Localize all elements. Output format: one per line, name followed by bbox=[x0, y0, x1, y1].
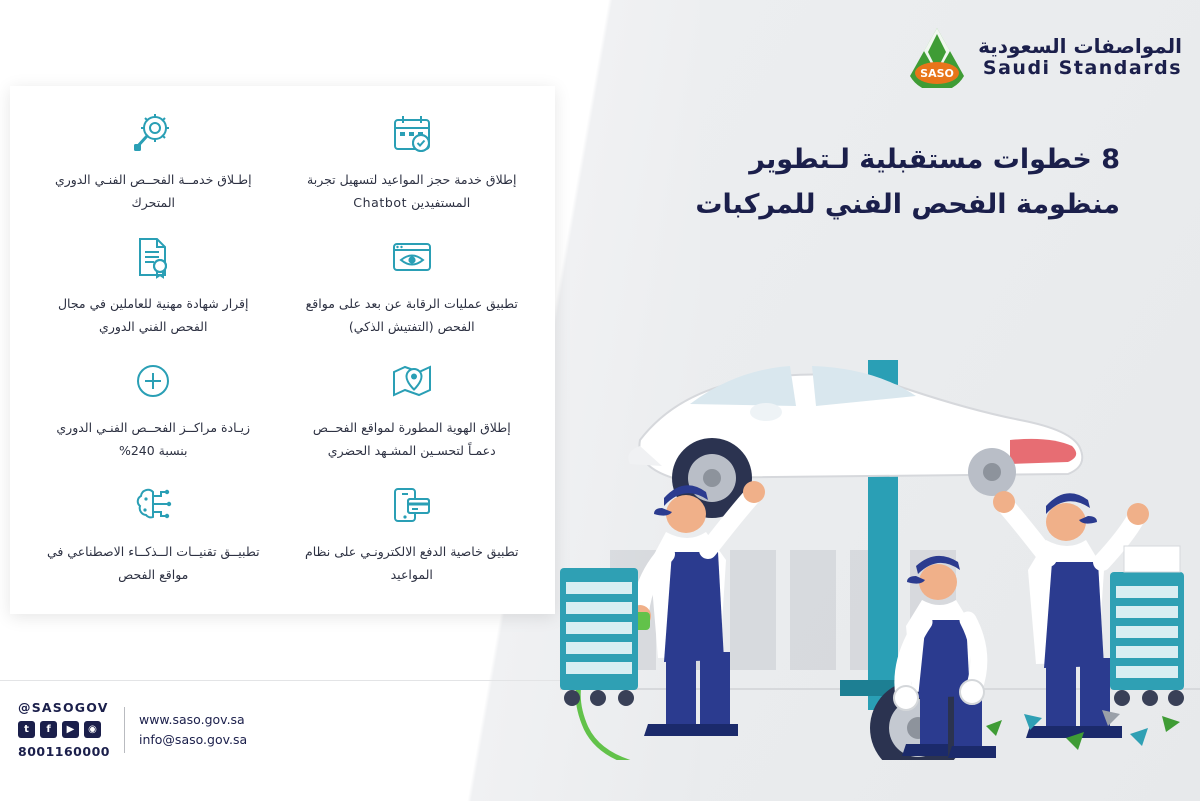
step-label-8: تطبيــق تقنيــات الــذكــاء الاصطناعي في مواقع الفحص bbox=[46, 544, 260, 583]
twitter-icon[interactable]: t bbox=[18, 721, 35, 738]
footer-contact bbox=[18, 700, 247, 759]
mobile-payment-icon bbox=[389, 482, 435, 528]
contact-phone: 8001160000 bbox=[18, 744, 110, 759]
step-item-2 bbox=[24, 104, 283, 228]
remote-monitoring-eye-icon bbox=[389, 234, 435, 280]
footer-divider-line bbox=[0, 680, 560, 681]
vehicle-inspection-illustration bbox=[540, 300, 1200, 760]
title-number: 8 bbox=[1101, 144, 1120, 175]
step-label-7: تطبيق خاصية الدفع الالكترونـي على نظام المواعيد bbox=[304, 544, 519, 583]
footer-links-block bbox=[139, 710, 247, 750]
step-label-5: إطلاق الهوية المطورة لمواقع الفحــص دعمـاً لتحسـين المشـهد الحضري bbox=[312, 420, 511, 459]
step-label-2: إطـلاق خدمــة الفحــص الفنـي الدوري المتحرك bbox=[54, 172, 252, 211]
step-item-5 bbox=[283, 352, 542, 476]
facebook-icon[interactable]: f bbox=[40, 721, 57, 738]
footer-social-block bbox=[18, 700, 110, 759]
social-handle: @SASOGOV bbox=[18, 700, 109, 715]
step-label-6: زيـادة مراكــز الفحــص الفنـي الدوري بنسبة 240% bbox=[56, 420, 251, 459]
brand-logo bbox=[906, 26, 1182, 88]
step-label-1: إطلاق خدمة حجز المواعيد لتسهيل تجربة المستفيدين Chatbot bbox=[307, 172, 517, 211]
confetti-decoration bbox=[980, 700, 1190, 760]
step-label-3: تطبيق عمليات الرقابة عن بعد على مواقع الفحص (التفتيش الذكي) bbox=[305, 296, 518, 335]
plus-circle-icon bbox=[130, 358, 176, 404]
step-item-3 bbox=[283, 228, 542, 352]
footer-vertical-divider bbox=[124, 707, 125, 753]
mobile-inspection-gear-icon bbox=[130, 110, 176, 156]
saso-logo-icon bbox=[906, 26, 968, 88]
step-item-4 bbox=[24, 228, 283, 352]
step-item-7 bbox=[283, 476, 542, 600]
brand-name-english: Saudi Standards bbox=[982, 56, 1182, 79]
website-link[interactable]: www.saso.gov.sa bbox=[138, 711, 245, 727]
steps-card bbox=[10, 86, 555, 614]
title-line-2: منظومة الفحص الفني للمركبات bbox=[695, 188, 1120, 220]
steps-grid bbox=[10, 86, 555, 614]
step-item-8 bbox=[24, 476, 283, 600]
svg-text:SASO: SASO bbox=[920, 67, 954, 80]
social-icons bbox=[18, 721, 110, 738]
certificate-document-icon bbox=[130, 234, 176, 280]
brand-logo-text bbox=[978, 35, 1182, 79]
map-location-pin-icon bbox=[389, 358, 435, 404]
ai-brain-chip-icon bbox=[130, 482, 176, 528]
tool-cabinet-left bbox=[560, 568, 638, 706]
title-line-1 bbox=[650, 140, 1120, 181]
step-item-6 bbox=[24, 352, 283, 476]
step-item-1 bbox=[283, 104, 542, 228]
email-link[interactable]: info@saso.gov.sa bbox=[138, 731, 248, 747]
calendar-check-icon bbox=[389, 110, 435, 156]
youtube-icon[interactable]: ▶ bbox=[62, 721, 79, 738]
tool-cabinet-right bbox=[1110, 546, 1184, 706]
page-title bbox=[650, 140, 1120, 225]
step-label-4: إقرار شهادة مهنية للعاملين في مجال الفحص الفني الدوري bbox=[57, 296, 249, 335]
brand-name-arabic: المواصفات السعودية bbox=[978, 34, 1182, 59]
instagram-icon[interactable]: ◉ bbox=[84, 721, 101, 738]
title-line-1-text: خطوات مستقبلية لـتطوير bbox=[749, 144, 1092, 175]
